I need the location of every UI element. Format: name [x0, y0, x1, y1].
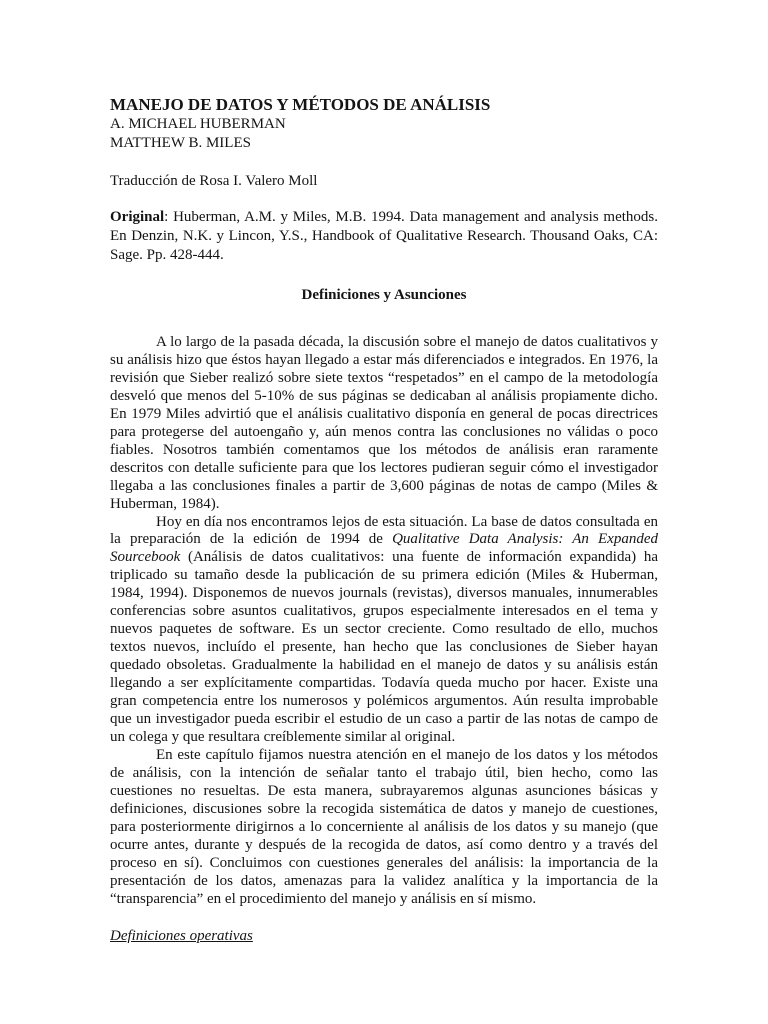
paragraph-2-part-2: (Análisis de datos cualitativos: una fuente de información expandida) ha triplicado su tamaño desde la publicación de su primera edición (Miles & Huberman, 1984, 1994). Disponemos de nuevos journals (revistas), diversos manuales, innumerables conferencias sobre asuntos cualitativos, grupos especialmente interesados en el tema y nuevos paquetes de software. Es un sector creciente. Como resultado de ello, muchos textos nuevos, incluído el presente, han hecho que las conclusiones de Sieber hayan quedado obsoletas. Gradualmente la habilidad en el manejo de datos y su análisis están llegando a ser explícitamente compartidas. Todavía queda mucho por hacer. Existe una gran competencia entre los numerosos y polémicos argumentos. Aún resulta improbable que un investigador pueda escribir el estudio de un caso a partir de las notas de campo de un colega y que resultara creíblemente similar al original.	[110, 549, 658, 745]
original-text: : Huberman, A.M. y Miles, M.B. 1994. Data management and analysis methods. En Denzin, N.K. y Lincon, Y.S., Handbook of Qualitative Research. Thousand Oaks, CA: Sage. Pp. 428-444.	[110, 209, 658, 263]
author-1: A. MICHAEL HUBERMAN	[110, 116, 286, 132]
paragraph-3: En este capítulo fijamos nuestra atención en el manejo de los datos y los métodos de análisis, con la intención de señalar tanto el trabajo útil, bien hecho, como las cuestiones no resueltas. De esta manera, subrayaremos algunas asunciones básicas y definiciones, discusiones sobre la recogida sistemática de datos y manejo de cuestiones, para posteriormente dirigirnos a lo concerniente al análisis de los datos y su manejo (que ocurre antes, durante y después de la recogida de datos, así como dentro y a través del proceso en sí). Concluimos con cuestiones generales del análisis: la importancia de la presentación de los datos, amenazas para la validez analítica y la importancia de la “transparencia” en el procedimiento del manejo y análisis en sí mismo.	[110, 746, 658, 907]
document-page	[110, 95, 658, 945]
paragraph-1: A lo largo de la pasada década, la discusión sobre el manejo de datos cualitativos y su análisis hizo que éstos hayan llegado a estar más diferenciados e integrados. En 1976, la revisión que Sieber realizó sobre siete textos “respetados” en el campo de la metodología desveló que menos del 5-10% de sus páginas se dedicaban al análisis propiamente dicho. En 1979 Miles advirtió que el análisis cualitativo disponía en general de pocas directrices para protegerse del autoengaño y, aún menos contra las conclusiones no válidas o poco fiables. Nosotros también comentamos que los métodos de análisis eran raramente descritos con detalle suficiente para que los lectores pudieran seguir cómo el investigador llegaba a las conclusiones finales a partir de 3,600 páginas de notas de campo (Miles & Huberman, 1984).	[110, 334, 658, 512]
paragraph-2	[110, 514, 658, 747]
author-2: MATTHEW B. MILES	[110, 135, 251, 151]
document-title: MANEJO DE DATOS Y MÉTODOS DE ANÁLISIS	[110, 95, 491, 114]
original-citation	[110, 208, 658, 265]
subheading: Definiciones operativas	[110, 927, 253, 944]
paragraph-2-part-1: Hoy en día nos encontramos lejos de esta situación. La base de datos consultada en la preparación de la edición de 1994 de	[110, 513, 658, 548]
book-title: Qualitative Data Analysis: An Expanded Sourcebook	[110, 531, 658, 566]
body-text	[110, 334, 658, 909]
translation-credit: Traducción de Rosa I. Valero Moll	[110, 173, 318, 189]
section-heading: Definiciones y Asunciones	[301, 287, 467, 303]
original-label: Original	[110, 209, 165, 225]
